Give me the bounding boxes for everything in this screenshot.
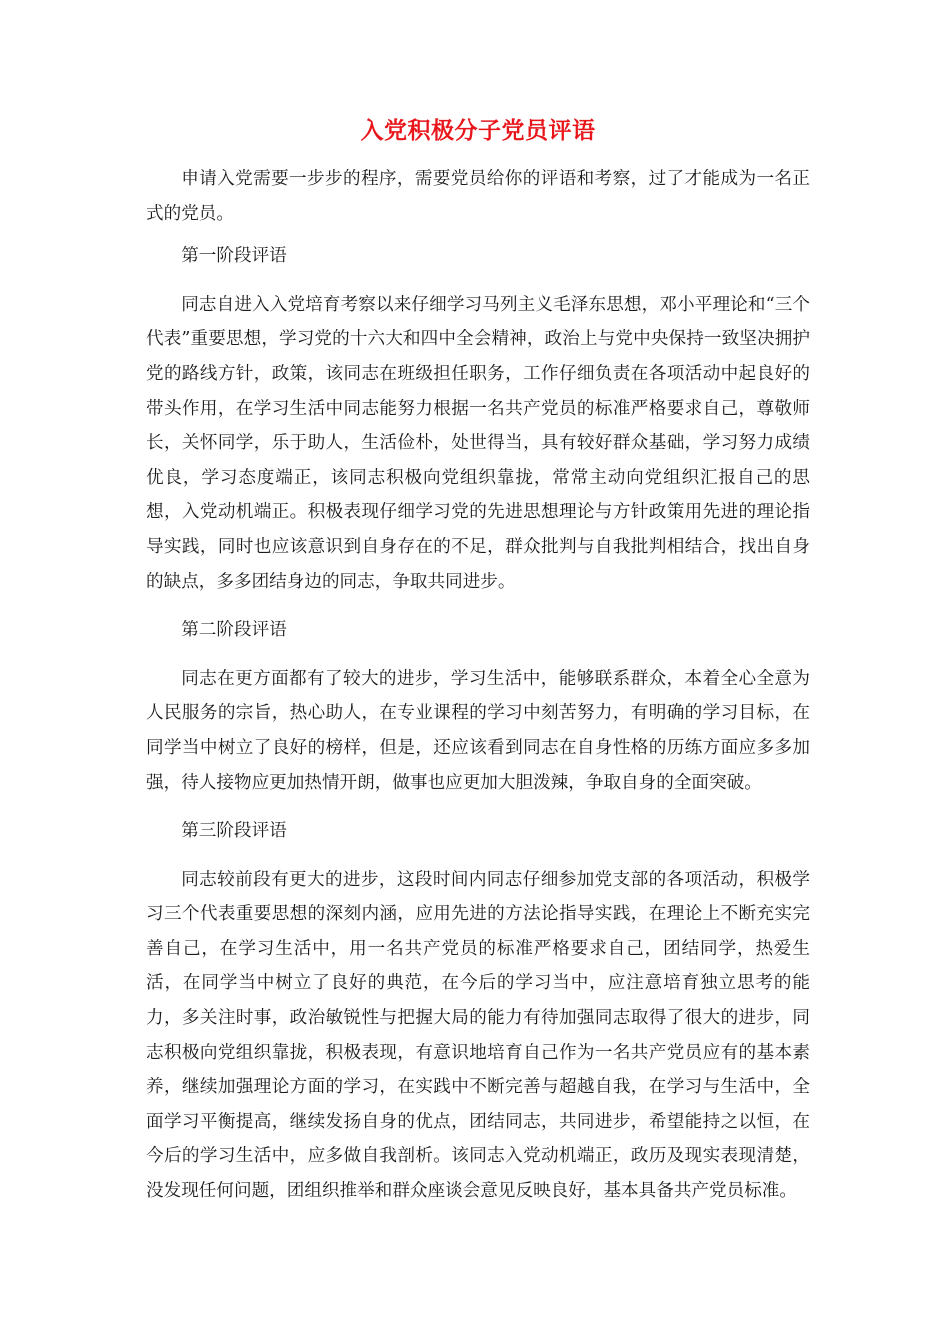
stage3-heading: 第三阶段评语: [181, 821, 287, 842]
document-page: [146, 112, 810, 1223]
document-title: 入党积极分子党员评语: [360, 118, 596, 144]
stage2-heading: 第二阶段评语: [181, 620, 287, 641]
stage2-paragraph: 同志在更方面都有了较大的进步，学习生活中，能够联系群众，本着全心全意为人民服务的宗旨，热心助人，在专业课程的学习中刻苦努力，有明确的学习目标，在同学当中树立了良好的榜样，但是，还应该看到同志在自身性格的历练方面应多多加强，待人接物应更加热情开朗，做事也应更加大胆泼辣，争取自身的全面突破。: [146, 668, 810, 793]
intro-paragraph: 申请入党需要一步步的程序，需要党员给你的评语和考察，过了才能成为一名正式的党员。: [146, 169, 810, 224]
stage3-paragraph: 同志较前段有更大的进步，这段时间内同志仔细参加党支部的各项活动，积极学习三个代表重要思想的深刻内涵，应用先进的方法论指导实践，在理论上不断充实完善自己，在学习生活中，用一名共产党员的标准严格要求自己，团结同学，热爱生活，在同学当中树立了良好的典范，在今后的学习当中，应注意培育独立思考的能力，多关注时事，政治敏锐性与把握大局的能力有待加强同志取得了很大的进步，同志积极向党组织靠拢，积极表现，有意识地培育自己作为一名共产党员应有的基本素养，继续加强理论方面的学习，在实践中不断完善与超越自我，在学习与生活中，全面学习平衡提高，继续发扬自身的优点，团结同志，共同进步，希望能持之以恒，在今后的学习生活中，应多做自我剖析。该同志入党动机端正，政历及现实表现清楚，没发现任何问题，团组织推举和群众座谈会意见反映良好，基本具备共产党员标准。: [146, 869, 810, 1202]
stage1-paragraph: 同志自进入入党培育考察以来仔细学习马列主义毛泽东思想，邓小平理论和“三个代表”重要思想，学习党的十六大和四中全会精神，政治上与党中央保持一致坚决拥护党的路线方针，政策，该同志在班级担任职务，工作仔细负责在各项活动中起良好的带头作用，在学习生活中同志能努力根据一名共产党员的标准严格要求自己，尊敬师长，关怀同学，乐于助人，生活俭朴，处世得当，具有较好群众基础，学习努力成绩优良，学习态度端正，该同志积极向党组织靠拢，常常主动向党组织汇报自己的思想，入党动机端正。积极表现仔细学习党的先进思想理论与方针政策用先进的理论指导实践，同时也应该意识到自身存在的不足，群众批判与自我批判相结合，找出自身的缺点，多多团结身边的同志，争取共同进步。: [146, 294, 810, 592]
stage1-heading: 第一阶段评语: [181, 246, 287, 267]
